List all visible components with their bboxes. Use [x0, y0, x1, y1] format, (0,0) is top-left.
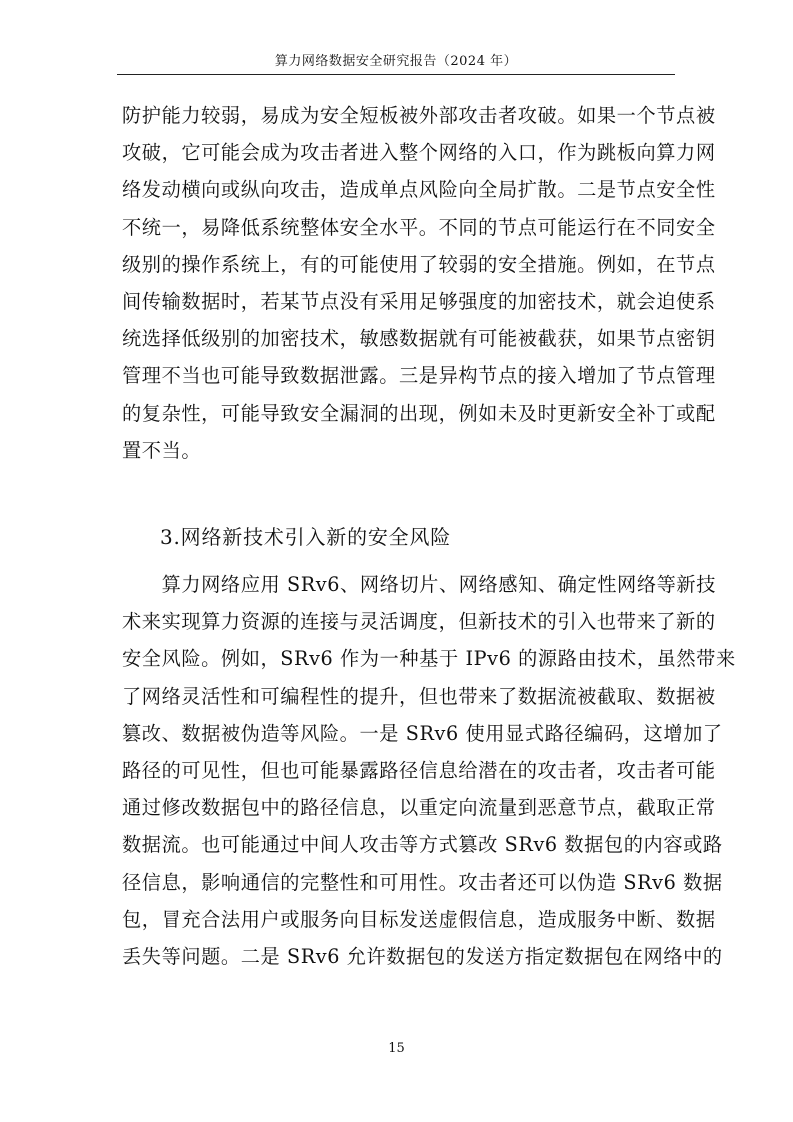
text-line: 络发动横向或纵向攻击，造成单点风险向全局扩散。二是节点安全性: [122, 178, 716, 202]
text-line: 管理不当也可能导致数据泄露。三是异构节点的接入增加了节点管理: [122, 364, 716, 388]
text-line: 级别的操作系统上，有的可能使用了较弱的安全措施。例如，在节点: [122, 252, 716, 276]
text-line: 丢失等问题。二是 SRv6 允许数据包的发送方指定数据包在网络中的: [122, 944, 723, 968]
paragraph-2: [122, 566, 736, 975]
text-line: 统选择低级别的加密技术，敏感数据就有可能被截获，如果节点密钥: [122, 327, 716, 351]
section-heading: 3.网络新技术引入新的安全风险: [160, 525, 452, 549]
text-line: 的复杂性，可能导致安全漏洞的出现，例如未及时更新安全补丁或配: [122, 401, 716, 425]
text-line: 术来实现算力资源的连接与灵活调度，但新技术的引入也带来了新的: [122, 610, 716, 634]
report-title: 算力网络数据安全研究报告（2024 年）: [274, 54, 518, 69]
text-line: 了网络灵活性和可编程性的提升，但也带来了数据流被截取、数据被: [122, 684, 716, 708]
text-line: 置不当。: [122, 438, 202, 462]
text-line: 通过修改数据包中的路径信息，以重定向流量到恶意节点，截取正常: [122, 796, 716, 820]
text-line: 不统一，易降低系统整体安全水平。不同的节点可能运行在不同安全: [122, 215, 716, 239]
text-line: 路径的可见性，但也可能暴露路径信息给潜在的攻击者，攻击者可能: [122, 758, 716, 782]
page-header: [117, 52, 675, 75]
text-line: 间传输数据时，若某节点没有采用足够强度的加密技术，就会迫使系: [122, 289, 716, 313]
text-line: 数据流。也可能通过中间人攻击等方式篡改 SRv6 数据包的内容或路: [122, 833, 723, 857]
text-line: 安全风险。例如，SRv6 作为一种基于 IPv6 的源路由技术，虽然带来: [122, 647, 736, 671]
paragraph-1: [122, 97, 716, 469]
text-line: 篡改、数据被伪造等风险。一是 SRv6 使用显式路径编码，这增加了: [122, 721, 723, 745]
page-number: 15: [388, 1041, 405, 1056]
text-line: 算力网络应用 SRv6、网络切片、网络感知、确定性网络等新技: [122, 573, 716, 596]
text-line: 防护能力较弱，易成为安全短板被外部攻击者攻破。如果一个节点被: [122, 104, 716, 127]
text-line: 攻破，它可能会成为攻击者进入整个网络的入口，作为跳板向算力网: [122, 141, 716, 165]
text-line: 径信息，影响通信的完整性和可用性。攻击者还可以伪造 SRv6 数据: [122, 870, 723, 894]
text-line: 包，冒充合法用户或服务向目标发送虚假信息，造成服务中断、数据: [122, 907, 716, 931]
